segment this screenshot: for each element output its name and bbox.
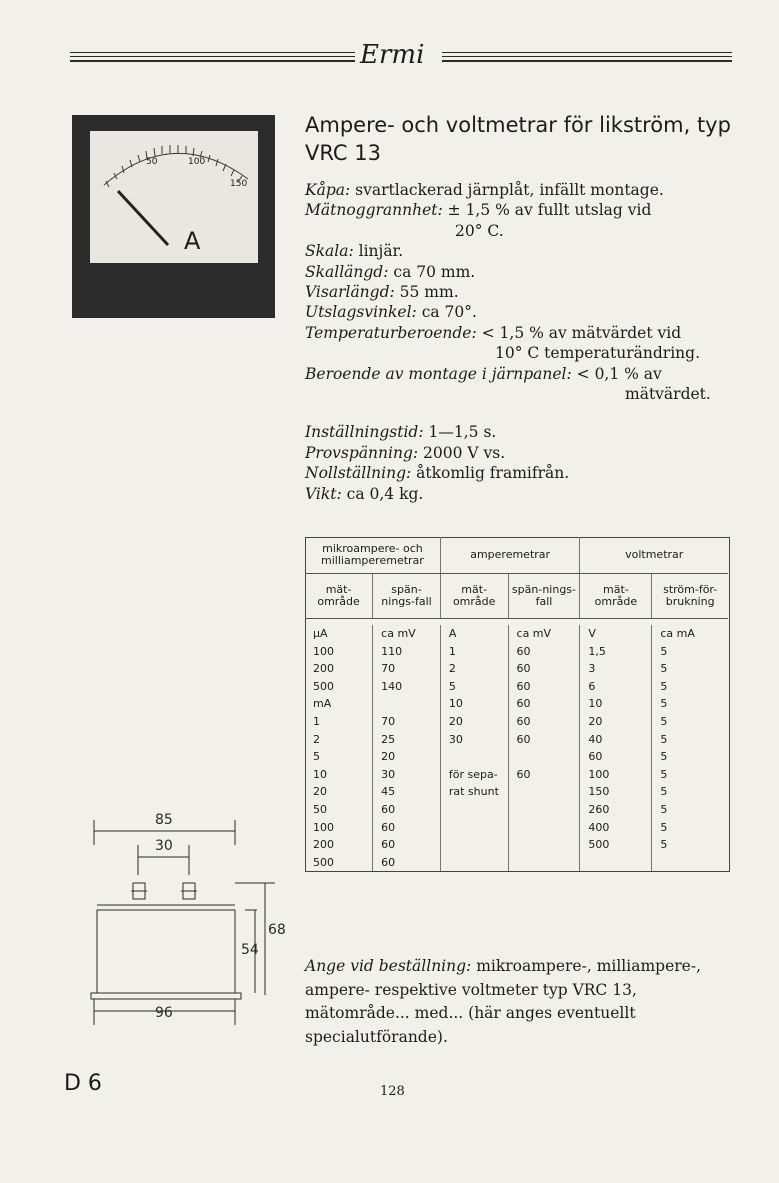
table-row: [305, 819, 728, 837]
spec-label: Skallängd:: [305, 262, 389, 281]
table-cell: 60: [508, 766, 580, 784]
table-row: [305, 643, 728, 661]
sub-header-cell: spän-nings-fall: [508, 574, 580, 619]
group-header-volt: voltmetrar: [580, 537, 728, 574]
table-cell: 5: [313, 750, 320, 764]
dimension-85: 85: [155, 812, 173, 828]
spec-prov: [305, 443, 735, 463]
spec-value: 55 mm.: [394, 283, 459, 302]
page-number: 128: [380, 1084, 405, 1099]
ordering-note: [305, 955, 735, 1049]
meter-scale-graphic: [90, 131, 258, 263]
meter-scale-50: 50: [146, 157, 158, 167]
brand-logo: Ermi: [360, 40, 425, 70]
spec-value: ca 70°.: [416, 303, 477, 322]
spec-value: < 0,1 % av: [571, 364, 662, 383]
table-cell: 60: [373, 801, 441, 819]
header-rule-right-1: [442, 52, 732, 53]
table-cell: 100: [313, 644, 334, 658]
table-cell: [440, 854, 508, 872]
spec-noll: [305, 463, 735, 483]
unit-cell: ca mV: [508, 625, 580, 643]
table-cell: [440, 748, 508, 766]
table-cell: 5: [652, 660, 728, 678]
table-cell: [508, 783, 580, 801]
spec-label: Beroende av montage i järnpanel:: [305, 364, 572, 383]
table-cell: 1: [313, 714, 320, 728]
table-row: [305, 836, 728, 854]
table-cell: 500: [580, 836, 652, 854]
table-cell: [508, 748, 580, 766]
unit-cell: V: [580, 625, 652, 643]
meter-photo: [72, 115, 275, 318]
table-cell: 70: [373, 713, 441, 731]
unit-cell: A: [440, 625, 508, 643]
spec-skala: [305, 241, 735, 261]
header-rule-left-2: [70, 56, 355, 57]
spec-label: Provspänning:: [305, 443, 419, 462]
table-cell: mA: [313, 697, 332, 711]
table-cell: 1,5: [580, 643, 652, 661]
spec-vikt: [305, 484, 735, 504]
table-cell: 70: [373, 660, 441, 678]
table-cell: 500: [313, 855, 334, 869]
table-cell: [508, 836, 580, 854]
range-table: [305, 537, 728, 871]
spec-label: Visarlängd:: [305, 283, 395, 302]
sub-header-cell: spän-nings-fall: [373, 574, 441, 619]
spec-temp-cont: 10° C temperaturändring.: [495, 344, 700, 363]
meter-scale-150: 150: [230, 179, 248, 189]
spec-utslag: [305, 302, 735, 322]
table-cell: 5: [652, 766, 728, 784]
dimension-54: 54: [241, 942, 259, 958]
spec-label: Vikt:: [305, 484, 342, 503]
table-row: [305, 695, 728, 713]
table-cell: 2: [313, 732, 320, 746]
table-group-header-row: [305, 537, 728, 574]
table-cell: 110: [373, 643, 441, 661]
table-cell: 400: [580, 819, 652, 837]
table-row: [305, 801, 728, 819]
sub-header-cell: mät-område: [580, 574, 652, 619]
spec-skallangd: [305, 262, 735, 282]
spec-list: [305, 180, 735, 504]
table-cell: 1: [440, 643, 508, 661]
spec-label: Mätnoggrannhet:: [305, 201, 443, 220]
table-cell: 260: [580, 801, 652, 819]
table-cell: 150: [580, 783, 652, 801]
spec-label: Kåpa:: [305, 181, 351, 199]
table-cell: 60: [580, 748, 652, 766]
spec-temp: [305, 323, 735, 343]
spec-montage-cont: mätvärdet.: [625, 385, 711, 404]
dimension-30: 30: [155, 838, 173, 854]
spec-label: Inställningstid:: [305, 423, 424, 442]
table-cell: 10: [313, 767, 327, 781]
table-cell: [373, 695, 441, 713]
table-cell: 500: [313, 679, 334, 693]
table-cell: [508, 801, 580, 819]
header-rule-right-3: [442, 60, 732, 62]
table-cell: rat shunt: [440, 783, 508, 801]
table-cell: 30: [373, 766, 441, 784]
table-row: [305, 854, 728, 872]
spec-kapa: [305, 180, 735, 200]
ordering-label: Ange vid beställning:: [305, 957, 472, 975]
spec-gap: [305, 404, 735, 422]
table-cell: 10: [580, 695, 652, 713]
table-row: [305, 678, 728, 696]
spec-value: linjär.: [353, 242, 404, 261]
table-cell: 20: [373, 748, 441, 766]
table-cell: 60: [508, 660, 580, 678]
spec-value: ca 70 mm.: [388, 262, 476, 281]
table-row: [305, 660, 728, 678]
spec-label: Skala:: [305, 242, 354, 261]
table-cell: 200: [313, 662, 334, 676]
spec-installning: [305, 422, 735, 442]
table-cell: 5: [440, 678, 508, 696]
header-rule-left-3: [70, 60, 355, 62]
table-cell: 100: [313, 820, 334, 834]
table-cell: 5: [652, 801, 728, 819]
table-cell: 60: [373, 854, 441, 872]
table-cell: 5: [652, 836, 728, 854]
table-cell: 5: [652, 783, 728, 801]
header-rule-right-2: [442, 56, 732, 57]
spec-montage: [305, 364, 735, 384]
meter-unit-label: A: [184, 227, 201, 255]
table-sub-header-row: [305, 574, 728, 619]
spec-noggrannhet-cont: 20° C.: [455, 221, 504, 240]
table-cell: 5: [652, 695, 728, 713]
table-cell: 6: [580, 678, 652, 696]
table-cell: 45: [373, 783, 441, 801]
dimension-96: 96: [155, 1005, 173, 1021]
table-cell: [508, 819, 580, 837]
unit-cell: ca mA: [652, 625, 728, 643]
table-cell: 3: [580, 660, 652, 678]
table-cell: 20: [580, 713, 652, 731]
spec-label: Temperaturberoende:: [305, 323, 477, 342]
sub-header-cell: mät-område: [440, 574, 508, 619]
sub-header-cell: ström-för-brukning: [652, 574, 728, 619]
table-cell: för sepa-: [440, 766, 508, 784]
table-cell: 5: [652, 819, 728, 837]
table-cell: 2: [440, 660, 508, 678]
section-code: D 6: [64, 1071, 102, 1096]
table-row: [305, 783, 728, 801]
table-cell: 60: [508, 731, 580, 749]
spec-noggrannhet: [305, 200, 735, 220]
table-cell: 50: [313, 802, 327, 816]
ordering-text: mikroampere-, milliampere-, ampere- respektive voltmeter typ VRC 13, mätområde... med... (här anges eventuellt specialutförande).: [305, 957, 701, 1046]
table-cell: 140: [373, 678, 441, 696]
table-cell: 30: [440, 731, 508, 749]
group-header-micro: mikroampere- och milliamperemetrar: [305, 537, 440, 574]
spec-value: åtkomlig framifrån.: [411, 464, 570, 483]
table-row: [305, 766, 728, 784]
table-cell: [580, 854, 652, 872]
table-row: [305, 731, 728, 749]
spec-label: Utslagsvinkel:: [305, 303, 417, 322]
table-cell: 60: [508, 713, 580, 731]
table-cell: 5: [652, 731, 728, 749]
table-cell: 10: [440, 695, 508, 713]
table-cell: 20: [313, 785, 327, 799]
spec-label: Nollställning:: [305, 464, 412, 483]
spec-value: < 1,5 % av mätvärdet vid: [476, 323, 682, 342]
spec-value: ± 1,5 % av fullt utslag vid: [442, 201, 652, 220]
product-title-line1: Ampere- och voltmetrar för likström, typ: [305, 113, 731, 137]
table-cell: 60: [373, 836, 441, 854]
table-cell: 5: [652, 748, 728, 766]
table-cell: [440, 819, 508, 837]
table-cell: 200: [313, 838, 334, 852]
table-cell: 100: [580, 766, 652, 784]
table-cell: 5: [652, 713, 728, 731]
meter-scale-100: 100: [188, 157, 206, 167]
table-cell: 5: [652, 643, 728, 661]
table-cell: 60: [508, 643, 580, 661]
table-cell: [508, 854, 580, 872]
table-cell: 20: [440, 713, 508, 731]
table-unit-row: [305, 625, 728, 643]
sub-header-cell: mät-område: [305, 574, 373, 619]
table-cell: 60: [508, 678, 580, 696]
product-heading: [305, 111, 735, 167]
header-rule-left-1: [70, 52, 355, 53]
spec-value: 1—1,5 s.: [423, 423, 497, 442]
table-row: [305, 748, 728, 766]
spec-visarlangd: [305, 282, 735, 302]
spec-value: 2000 V vs.: [418, 443, 506, 462]
meter-face: [90, 131, 258, 263]
group-header-ampere: amperemetrar: [440, 537, 580, 574]
table-body: [305, 643, 728, 872]
spec-value: svartlackerad järnplåt, infällt montage.: [350, 181, 664, 199]
table-cell: 5: [652, 678, 728, 696]
table-cell: [440, 836, 508, 854]
product-title-line2: VRC 13: [305, 141, 381, 165]
dimension-68: 68: [268, 922, 286, 938]
spec-value: ca 0,4 kg.: [341, 484, 424, 503]
table-cell: [440, 801, 508, 819]
table-cell: 60: [508, 695, 580, 713]
table-cell: [652, 854, 728, 872]
table-cell: 40: [580, 731, 652, 749]
table-cell: 25: [373, 731, 441, 749]
table-row: [305, 713, 728, 731]
unit-cell: µA: [313, 627, 328, 640]
table-cell: 60: [373, 819, 441, 837]
unit-cell: ca mV: [373, 625, 441, 643]
